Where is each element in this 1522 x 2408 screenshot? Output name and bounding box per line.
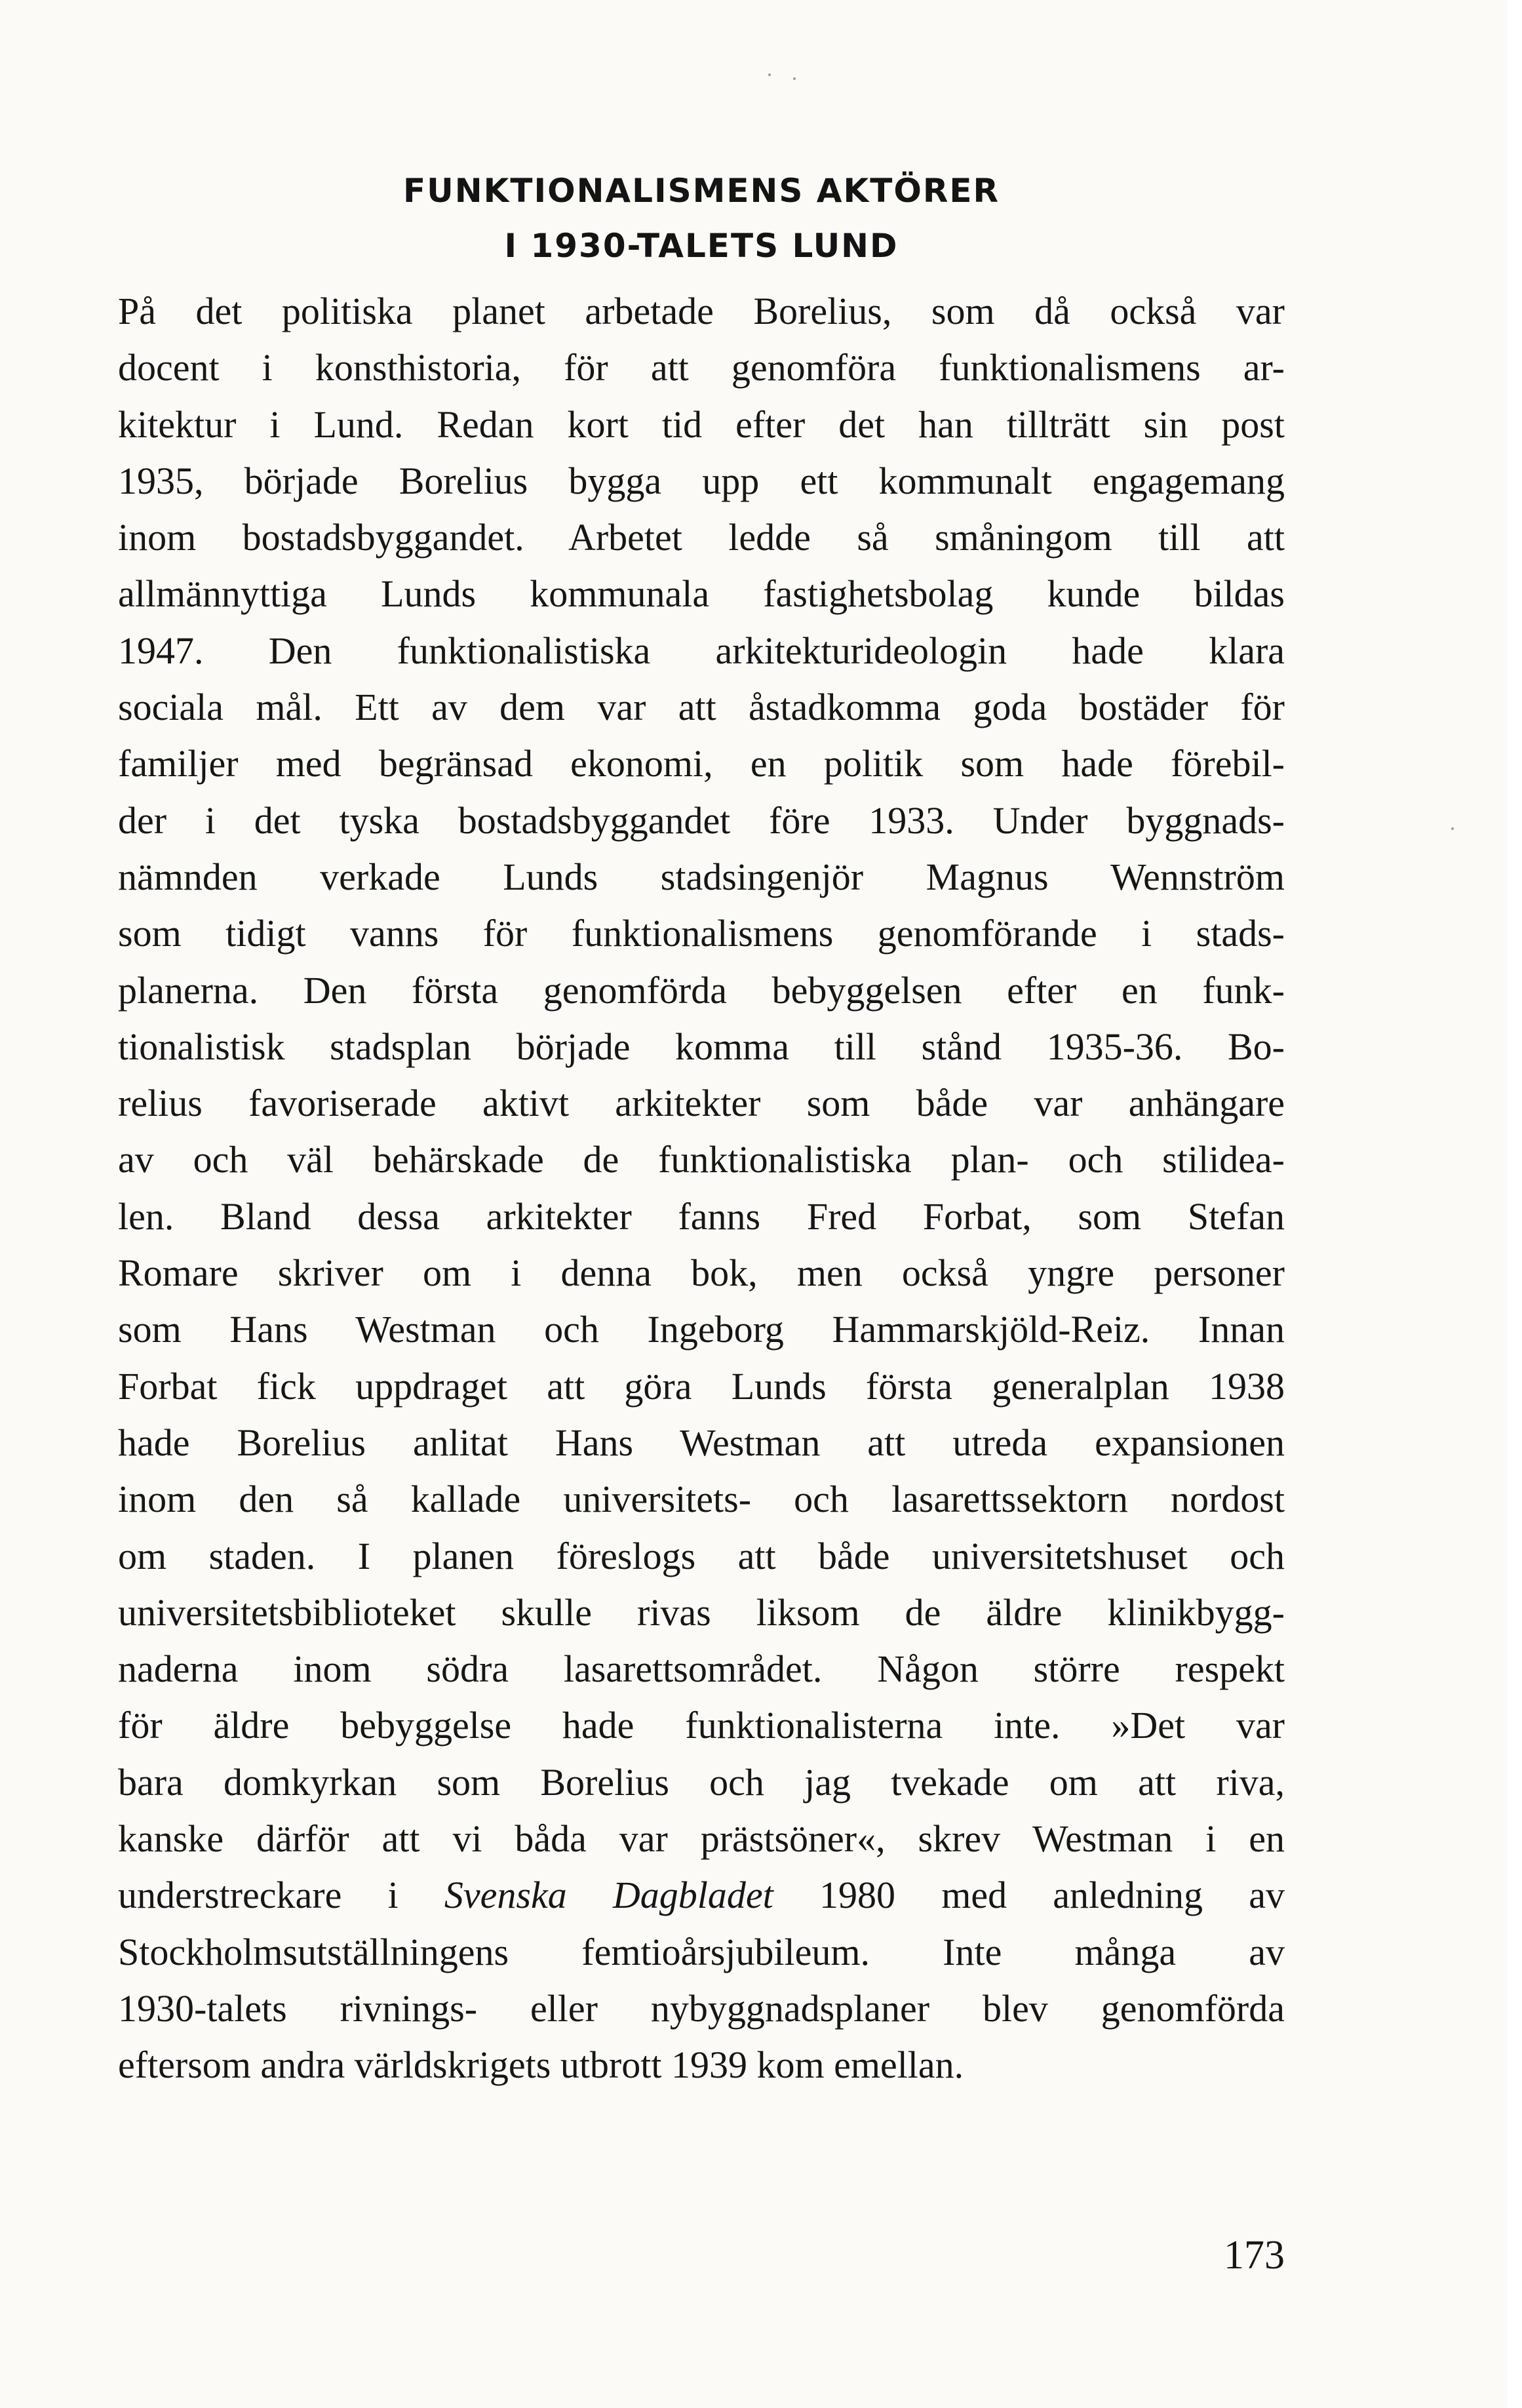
text-segment: inom bostadsbyggandet. Arbetet ledde så småningom till att (118, 516, 1285, 559)
body-line (118, 1585, 1285, 1641)
text-segment: för äldre bebyggelse hade funktionalisterna inte. »Det var (118, 1704, 1285, 1747)
text-segment: hade Borelius anlitat Hans Westman att utreda expansionen (118, 1421, 1285, 1464)
text-segment: om staden. I planen föreslogs att både universitetshuset och (118, 1534, 1285, 1577)
body-line (118, 566, 1285, 622)
body-line (118, 1415, 1285, 1471)
text-segment: kitektur i Lund. Redan kort tid efter det han tillträtt sin post (118, 403, 1285, 446)
body-line (118, 1132, 1285, 1188)
text-segment: der i det tyska bostadsbyggandet före 1933. Under byggnads- (118, 799, 1285, 842)
text-segment: planerna. Den första genomförda bebyggelsen efter en funk- (118, 968, 1285, 1012)
text-segment: len. Bland dessa arkitekter fanns Fred Forbat, som Stefan (118, 1194, 1285, 1238)
body-line (118, 340, 1285, 396)
body-line (118, 1924, 1285, 1981)
body-line (118, 1245, 1285, 1301)
page-number: 173 (1224, 2233, 1285, 2278)
body-line (118, 1754, 1285, 1811)
section-heading-line-2: I 1930-TALETS LUND (504, 227, 899, 265)
body-line (118, 453, 1285, 509)
body-line (118, 1528, 1285, 1585)
body-line (118, 2037, 1285, 2093)
text-segment: relius favoriserade aktivt arkitekter som både var anhängare (118, 1082, 1285, 1125)
body-line (118, 1641, 1285, 1697)
text-segment: allmännyttiga Lunds kommunala fastighetsbolag kunde bildas (118, 572, 1285, 616)
body-line (118, 1019, 1285, 1075)
text-segment: tionalistisk stadsplan började komma till stånd 1935-36. Bo- (118, 1025, 1285, 1068)
text-segment: sociala mål. Ett av dem var att åstadkomma goda bostäder för (118, 686, 1285, 729)
body-line (118, 1697, 1285, 1754)
text-segment: 1947. Den funktionalistiska arkitekturideologin hade klara (118, 629, 1285, 672)
body-line (118, 1358, 1285, 1415)
body-line (118, 1981, 1285, 2037)
body-line (118, 736, 1285, 792)
paper-speck (768, 73, 771, 76)
text-segment: Forbat fick uppdraget att göra Lunds första generalplan 1938 (118, 1364, 1285, 1408)
body-line (118, 1867, 1285, 1924)
text-segment: universitetsbiblioteket skulle rivas liksom de äldre klinikbygg- (118, 1590, 1285, 1634)
body-line (118, 905, 1285, 962)
paper-speck (793, 77, 796, 80)
body-line (118, 1189, 1285, 1245)
body-line (118, 679, 1285, 736)
body-line (118, 849, 1285, 905)
text-segment: av och väl behärskade de funktionalistiska plan- och stilidea- (118, 1138, 1285, 1181)
body-line (118, 793, 1285, 849)
paper-speck (1451, 827, 1454, 830)
body-line (118, 623, 1285, 679)
body-line (118, 1075, 1285, 1132)
body-line (118, 509, 1285, 566)
text-segment: På det politiska planet arbetade Borelius, som då också var (118, 290, 1285, 332)
section-heading-line-1: FUNKTIONALISMENS AKTÖRER (403, 172, 1000, 210)
text-segment: 1980 med anledning av (773, 1874, 1285, 1917)
text-segment: 1930-talets rivnings- eller nybyggnadsplaner blev genomförda (118, 1986, 1285, 2030)
text-segment: som Hans Westman och Ingeborg Hammarskjöld-Reiz. Innan (118, 1308, 1285, 1351)
text-segment: kanske därför att vi båda var prästsöner«, skrev Westman i en (118, 1817, 1285, 1861)
text-segment: 1935, började Borelius bygga upp ett kommunalt engagemang (118, 459, 1285, 502)
body-line (118, 397, 1285, 453)
body-line (118, 962, 1285, 1019)
text-segment: understreckare i (118, 1874, 444, 1917)
page-edge (1508, 0, 1522, 2408)
text-segment: Stockholmsutställningens femtioårsjubileum. Inte många av (118, 1930, 1285, 1973)
text-segment: Romare skriver om i denna bok, men också yngre personer (118, 1252, 1285, 1295)
body-line (118, 1301, 1285, 1358)
text-segment: docent i konsthistoria, för att genomföra funktionalismens ar- (118, 346, 1285, 389)
text-segment: naderna inom södra lasarettsområdet. Någon större respekt (118, 1648, 1285, 1691)
text-segment: eftersom andra världskrigets utbrott 1939 kom emellan. (118, 2043, 964, 2087)
body-line (118, 1471, 1285, 1528)
italic-title: Svenska Dagbladet (444, 1874, 773, 1917)
body-line (118, 1811, 1285, 1867)
body-line (118, 283, 1285, 340)
text-segment: bara domkyrkan som Borelius och jag tvekade om att riva, (118, 1760, 1285, 1804)
body-paragraph (118, 283, 1285, 2094)
text-segment: inom den så kallade universitets- och lasarettssektorn nordost (118, 1478, 1285, 1521)
text-segment: som tidigt vanns för funktionalismens genomförande i stads- (118, 912, 1285, 955)
text-segment: nämnden verkade Lunds stadsingenjör Magnus Wennström (118, 855, 1285, 898)
text-segment: familjer med begränsad ekonomi, en politik som hade förebil- (118, 742, 1285, 785)
